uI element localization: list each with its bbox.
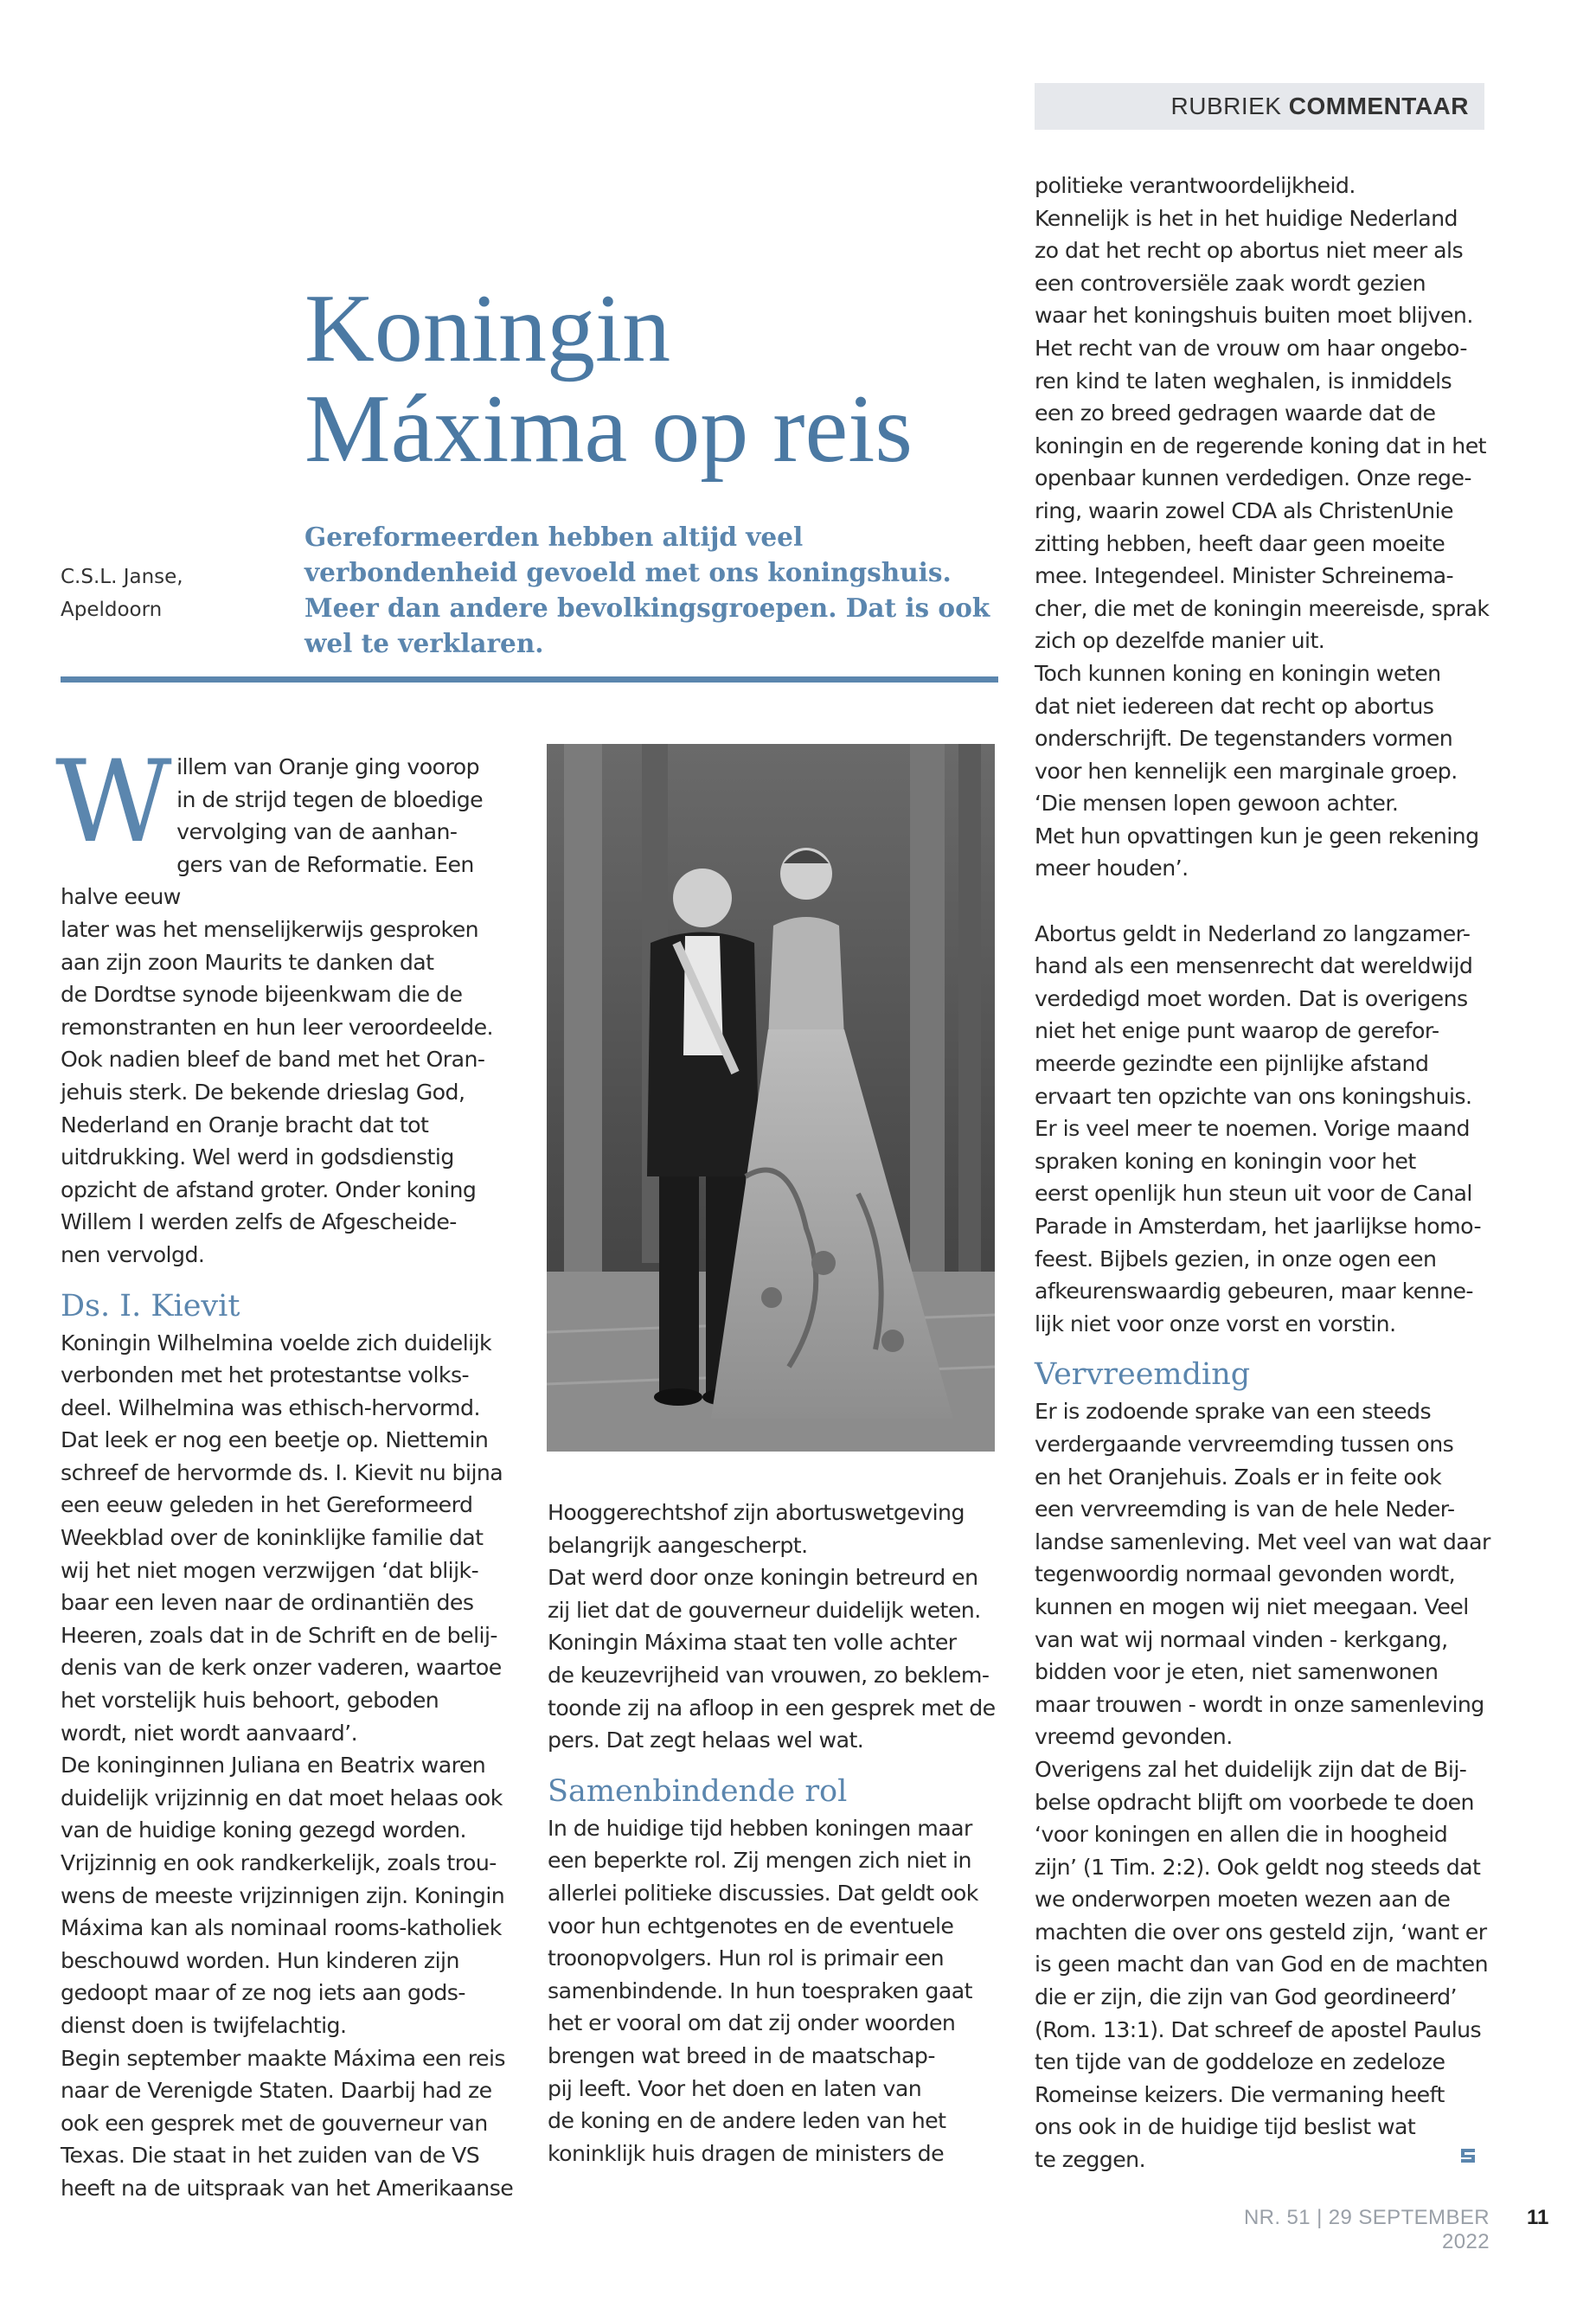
text-line: voor hun echtgenotes en de eventuele xyxy=(548,1913,954,1939)
article-lead: Gereformeerden hebben altijd veel verbondenheid gevoeld met ons koningshuis. Meer dan andere bevolkingsgroepen. Dat is ook wel te verklaren. xyxy=(304,522,990,658)
text-line: Nederland en Oranje bracht dat tot xyxy=(61,1112,429,1138)
author-byline xyxy=(61,561,234,626)
author-name: C.S.L. Janse, xyxy=(61,566,183,588)
text-line: deel. Wilhelmina was ethisch-hervormd. xyxy=(61,1394,480,1420)
text-line: ervaart ten opzichte van ons koningshuis. xyxy=(1035,1083,1472,1109)
text-line: Dat leek er nog een beetje op. Niettemin xyxy=(61,1427,489,1453)
text-line: ring, waarin zowel CDA als ChristenUnie xyxy=(1035,497,1453,523)
text-line: toonde zij na afloop in een gesprek met de xyxy=(548,1695,996,1721)
text-line: verdedigd moet worden. Dat is overigens xyxy=(1035,985,1468,1011)
text-line: voor hen kennelijk een marginale groep. xyxy=(1035,758,1458,784)
subhead-samenbindende-rol: Samenbindende rol xyxy=(548,1773,848,1809)
text-line: waar het koningshuis buiten moet blijven. xyxy=(1035,303,1473,329)
text-line: ren kind te laten weghalen, is inmiddels xyxy=(1035,368,1452,394)
text-line: die er zijn, die zijn van God geordineerd’ xyxy=(1035,1984,1458,2010)
text-line: kunnen en mogen wij niet meegaan. Veel xyxy=(1035,1593,1469,1619)
text-line: meer houden’. xyxy=(1035,856,1189,881)
text-line: Begin september maakte Máxima een reis xyxy=(61,2045,505,2071)
column-3-middle xyxy=(1035,918,1493,1341)
text-line: Ook nadien bleef de band met het Oran- xyxy=(61,1047,485,1073)
text-line: een controversiële zaak wordt gezien xyxy=(1035,270,1426,296)
text-line: koninklijk huis dragen de ministers de xyxy=(548,2140,945,2166)
text-line: hand als een mensenrecht dat wereldwijd xyxy=(1035,953,1473,979)
text-line: Parade in Amsterdam, het jaarlijkse homo- xyxy=(1035,1214,1481,1239)
text-line: baar een leven naar de ordinantiën des xyxy=(61,1590,474,1616)
text-line: Toch kunnen koning en koningin weten xyxy=(1035,660,1441,686)
text-line: In de huidige tijd hebben koningen maar xyxy=(548,1815,972,1841)
text-line: te zeggen. xyxy=(1035,2147,1146,2173)
text-line: bidden voor je eten, niet samenwonen xyxy=(1035,1659,1439,1685)
text-line: Kennelijk is het in het huidige Nederland xyxy=(1035,205,1458,231)
text-line: uitdrukking. Wel werd in godsdienstig xyxy=(61,1144,454,1170)
text-line: tegenwoordig normaal gevonden wordt, xyxy=(1035,1561,1456,1587)
text-line: het er vooral om dat zij onder woorden xyxy=(548,2010,956,2036)
column-3-intro xyxy=(1035,170,1493,885)
text-line: dienst doen is twijfelachtig. xyxy=(61,2012,347,2038)
text-line: Heeren, zoals dat in de Schrift en de belij- xyxy=(61,1622,497,1648)
text-line: allerlei politieke discussies. Dat geldt ook xyxy=(548,1880,978,1906)
text-line: in de strijd tegen de bloedige xyxy=(176,786,484,812)
author-place: Apeldoorn xyxy=(61,599,163,621)
text-line: naar de Verenigde Staten. Daarbij had ze xyxy=(61,2078,492,2104)
column-3 xyxy=(1035,170,1493,2176)
text-line: heeft na de uitspraak van het Amerikaanse xyxy=(61,2175,514,2201)
text-line: een beperkte rol. Zij mengen zich niet in xyxy=(548,1848,971,1874)
text-line: vreemd gevonden. xyxy=(1035,1724,1233,1750)
text-line: ‘Die mensen lopen gewoon achter. xyxy=(1035,791,1399,817)
section-label xyxy=(1035,83,1484,130)
column-1 xyxy=(55,735,519,2205)
text-line: landse samenleving. Met veel van wat daar xyxy=(1035,1529,1490,1554)
text-line: ons ook in de huidige tijd beslist wat xyxy=(1035,2114,1416,2140)
end-of-article-mark-icon xyxy=(1458,2145,1478,2166)
text-line: koningin en de regerende koning dat in het xyxy=(1035,433,1486,458)
column-1-body xyxy=(61,1327,519,2205)
text-line: meerde gezindte een pijnlijke afstand xyxy=(1035,1051,1429,1077)
text-line: aan zijn zoon Maurits te danken dat xyxy=(61,949,434,975)
text-line: brengen wat breed in de maatschap- xyxy=(548,2042,935,2068)
text-line: Koningin Wilhelmina voelde zich duidelijk xyxy=(61,1330,492,1356)
text-line: troonopvolgers. Hun rol is primair een xyxy=(548,1945,945,1971)
text-line: mee. Integendeel. Minister Schreinema- xyxy=(1035,563,1454,589)
text-line: pers. Dat zegt helaas wel wat. xyxy=(548,1727,864,1753)
text-line: (Rom. 13:1). Dat schreef de apostel Paulus xyxy=(1035,2016,1482,2042)
text-line: afkeurenswaardig gebeuren, maar kenne- xyxy=(1035,1279,1473,1304)
text-line: gers van de Reformatie. Een halve eeuw xyxy=(61,851,474,910)
text-line: remonstranten en hun leer veroordeelde. xyxy=(61,1014,493,1040)
column-2-body xyxy=(548,1812,1006,2170)
text-line: het vorstelijk huis behoort, geboden xyxy=(61,1688,439,1714)
text-line: lijk niet voor onze vorst en vorstin. xyxy=(1035,1311,1396,1336)
text-line: opzicht de afstand groter. Onder koning xyxy=(61,1176,477,1202)
text-line: belangrijk aangescherpt. xyxy=(548,1532,808,1558)
text-line: Koningin Máxima staat ten volle achter xyxy=(548,1630,957,1656)
issue-info: NR. 51 | 29 SEPTEMBER 2022 xyxy=(1243,2206,1490,2253)
text-line: duidelijk vrijzinnig en dat moet helaas ook xyxy=(61,1785,503,1811)
text-line: cher, die met de koningin meereisde, sprak xyxy=(1035,595,1490,621)
column-2 xyxy=(548,1497,1006,2170)
text-line: machten die over ons gesteld zijn, ‘want er xyxy=(1035,1919,1487,1945)
text-line: later was het menselijkerwijs gesproken xyxy=(61,916,479,942)
subhead-kievit: Ds. I. Kievit xyxy=(61,1288,240,1324)
text-line: samenbindende. In hun toespraken gaat xyxy=(548,1977,972,2003)
text-line: Weekblad over de koninklijke familie dat xyxy=(61,1525,484,1551)
text-line: schreef de hervormde ds. I. Kievit nu bijna xyxy=(61,1459,503,1485)
article-title xyxy=(304,275,1014,483)
text-line: Máxima kan als nominaal rooms-katholiek xyxy=(61,1915,502,1941)
text-line: denis van de kerk onzer vaderen, waartoe xyxy=(61,1655,502,1681)
text-line: maar trouwen - wordt in onze samenleving xyxy=(1035,1691,1484,1717)
text-line: Willem I werden zelfs de Afgescheide- xyxy=(61,1209,457,1235)
text-line: verdergaande vervreemding tussen ons xyxy=(1035,1431,1454,1457)
page-number: 11 xyxy=(1527,2206,1549,2229)
text-line: wens de meeste vrijzinnigen zijn. Koningin xyxy=(61,1882,505,1908)
text-line: nen vervolgd. xyxy=(61,1241,205,1267)
text-line: een vervreemding is van de hele Neder- xyxy=(1035,1497,1455,1522)
text-line: Er is veel meer te noemen. Vorige maand xyxy=(1035,1116,1470,1142)
paragraph-gap xyxy=(1035,885,1493,918)
header-divider xyxy=(61,676,998,683)
text-line: een zo breed gedragen waarde dat de xyxy=(1035,401,1436,426)
text-line: Vrijzinnig en ook randkerkelijk, zoals trou- xyxy=(61,1850,497,1875)
text-line: eerst openlijk hun steun uit voor de Canal xyxy=(1035,1181,1472,1207)
text-line: ‘voor koningen en allen die in hoogheid xyxy=(1035,1822,1448,1848)
text-line: spraken koning en koningin voor het xyxy=(1035,1148,1416,1174)
text-line: onderschrijft. De tegenstanders vormen xyxy=(1035,726,1453,752)
text-line: wij het niet mogen verzwijgen ‘dat blijk- xyxy=(61,1557,479,1583)
text-line: Er is zodoende sprake van een steeds xyxy=(1035,1399,1432,1425)
text-line: vervolging van de aanhan- xyxy=(176,819,458,845)
text-line: de Dordtse synode bijeenkwam die de xyxy=(61,982,463,1008)
drop-cap: W xyxy=(55,735,172,868)
text-line: Texas. Die staat in het zuiden van de VS xyxy=(61,2143,480,2169)
text-line: zij liet dat de gouverneur duidelijk weten. xyxy=(548,1597,981,1623)
text-line: jehuis sterk. De bekende drieslag God, xyxy=(61,1079,465,1105)
text-line: Hooggerechtshof zijn abortuswetgeving xyxy=(548,1500,965,1525)
text-line: de keuzevrijheid van vrouwen, zo beklem- xyxy=(548,1662,990,1688)
text-line: ten tijde van de goddeloze en zedeloze xyxy=(1035,2049,1445,2075)
text-line: Romeinse keizers. Die vermaning heeft xyxy=(1035,2081,1445,2107)
text-line: openbaar kunnen verdedigen. Onze rege- xyxy=(1035,465,1471,491)
text-line: dat niet iedereen dat recht op abortus xyxy=(1035,693,1434,719)
text-line: wordt, niet wordt aanvaard’. xyxy=(61,1720,358,1746)
text-line: niet het enige punt waarop de gerefor- xyxy=(1035,1018,1439,1044)
title-line-1: Koningin xyxy=(304,275,671,382)
text-line: De koninginnen Juliana en Beatrix waren xyxy=(61,1753,486,1779)
text-line: gedoopt maar of ze nog iets aan gods- xyxy=(61,1980,465,2006)
text-line: beschouwd worden. Hun kinderen zijn xyxy=(61,1947,459,1973)
text-line: politieke verantwoordelijkheid. xyxy=(1035,173,1356,198)
text-line: van de huidige koning gezegd worden. xyxy=(61,1817,466,1843)
text-line: Dat werd door onze koningin betreurd en xyxy=(548,1565,978,1591)
title-line-2: Máxima op reis xyxy=(304,375,913,483)
section-label-prefix: RUBRIEK xyxy=(1170,93,1282,119)
text-line: zitting hebben, heeft daar geen moeite xyxy=(1035,530,1445,556)
text-line: is geen macht dan van God en de machten xyxy=(1035,1952,1488,1977)
text-line: ook een gesprek met de gouverneur van xyxy=(61,2110,488,2136)
subhead-vervreemding: Vervreemding xyxy=(1035,1357,1251,1393)
text-line: belse opdracht blijft om voorbede te doen xyxy=(1035,1789,1474,1815)
text-line: van wat wij normaal vinden - kerkgang, xyxy=(1035,1626,1448,1652)
column-3-body xyxy=(1035,1395,1493,2176)
section-label-name: COMMENTAAR xyxy=(1288,93,1469,119)
text-line: Het recht van de vrouw om haar ongebo- xyxy=(1035,335,1467,361)
text-line: we onderworpen moeten wezen aan de xyxy=(1035,1887,1451,1913)
text-line: zich op dezelfde manier uit. xyxy=(1035,628,1325,654)
text-line: feest. Bijbels gezien, in onze ogen een xyxy=(1035,1246,1437,1272)
text-line: Abortus geldt in Nederland zo langzamer- xyxy=(1035,920,1471,946)
royal-couple-photo xyxy=(547,744,995,1452)
text-line: zo dat het recht op abortus niet meer als xyxy=(1035,238,1464,264)
text-line: zijn’ (1 Tim. 2:2). Ook geldt nog steeds dat xyxy=(1035,1854,1481,1880)
text-line: de koning en de andere leden van het xyxy=(548,2108,946,2134)
text-line: illem van Oranje ging voorop xyxy=(176,754,480,779)
text-line: en het Oranjehuis. Zoals er in feite ook xyxy=(1035,1464,1442,1490)
text-line: een eeuw geleden in het Gereformeerd xyxy=(61,1492,473,1518)
text-line: verbonden met het protestantse volks- xyxy=(61,1362,470,1388)
text-line: Overigens zal het duidelijk zijn dat de Bij- xyxy=(1035,1756,1467,1782)
text-line: pij leeft. Voor het doen en laten van xyxy=(548,2075,922,2101)
text-line: Met hun opvattingen kun je geen rekening xyxy=(1035,823,1479,849)
column-2-intro xyxy=(548,1497,1006,1757)
